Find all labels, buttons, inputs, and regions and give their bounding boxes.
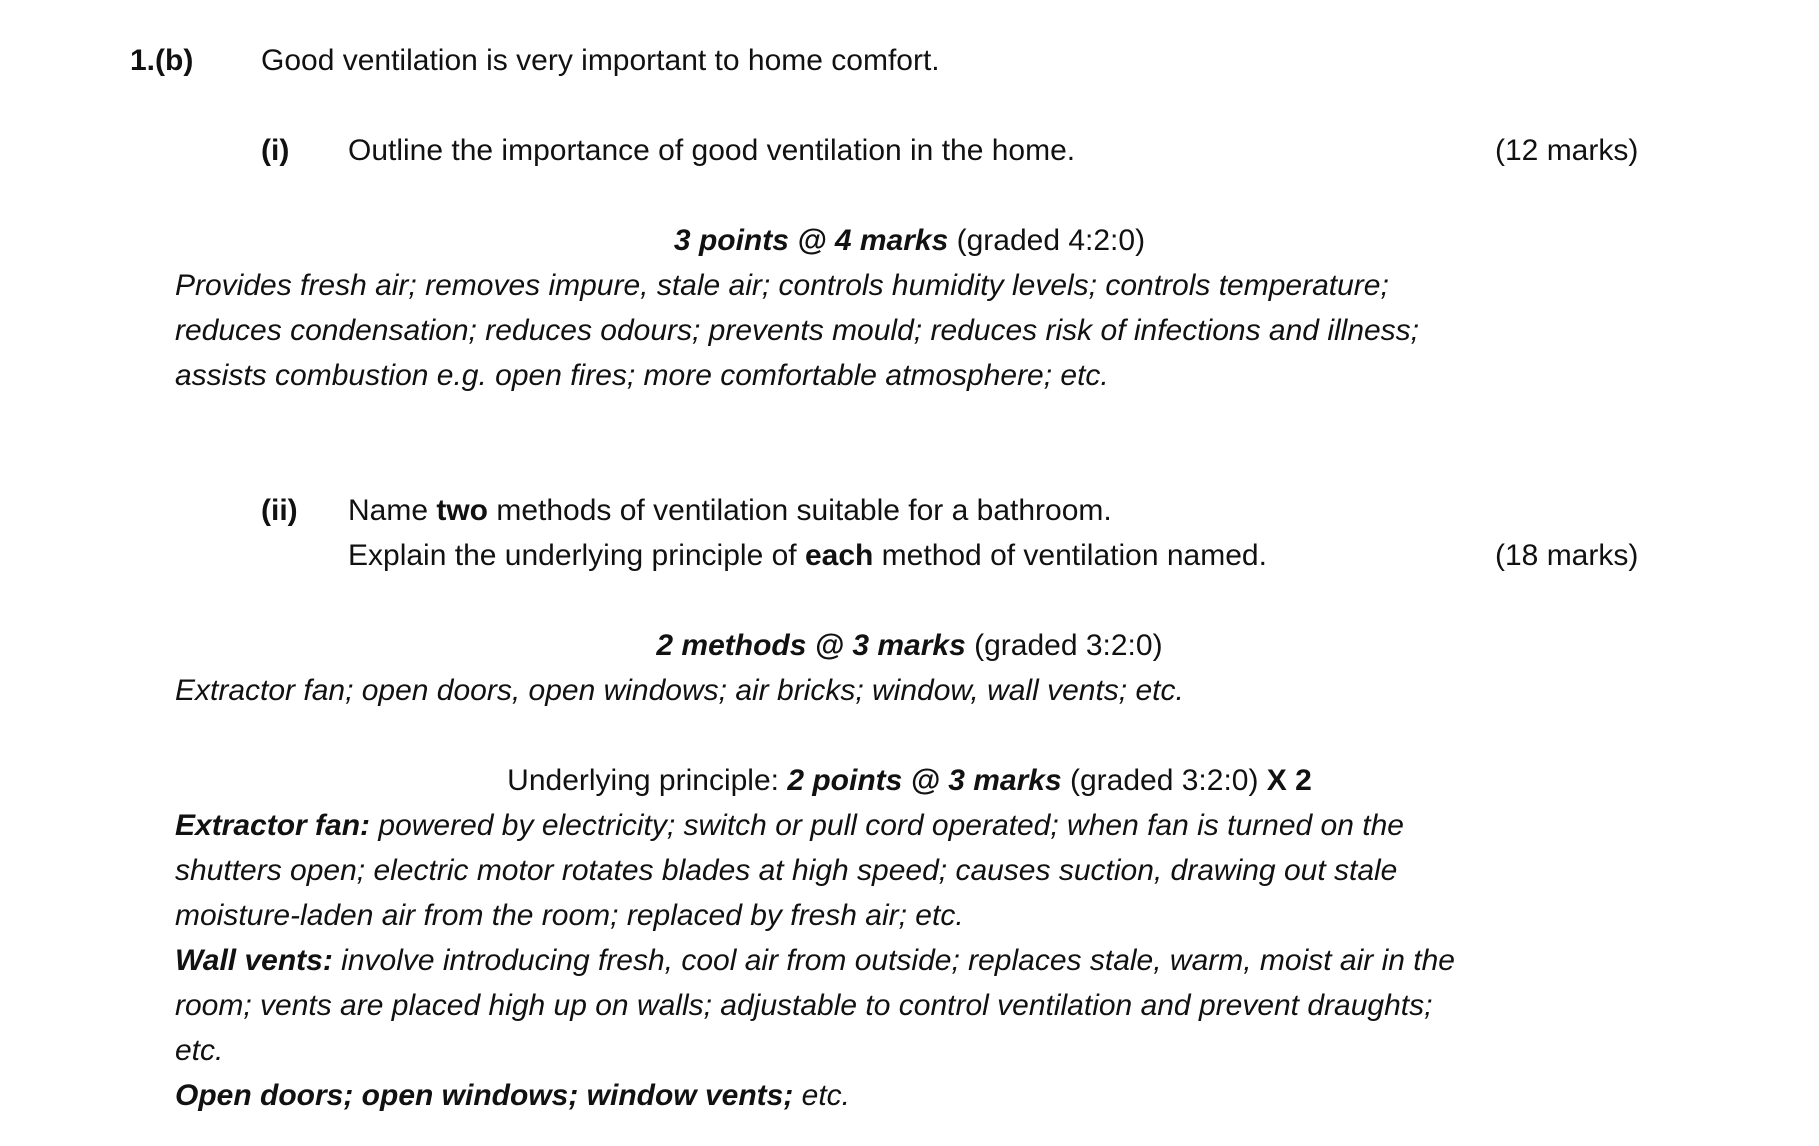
part-ii-question-line-1 — [348, 488, 1112, 533]
question-number: 1.(b) — [130, 44, 194, 77]
part-ii-question-line-2 — [348, 533, 1267, 578]
wall-vents-line-3: etc. — [175, 1034, 224, 1067]
wall-vents-label: Wall vents: — [175, 944, 333, 977]
open-doors-line — [175, 1073, 850, 1118]
part-i-marks: (12 marks) — [1495, 134, 1639, 167]
part-ii-line1-a: Name — [348, 494, 437, 527]
part-i-scheme — [0, 218, 1819, 263]
part-i-answer-line-1: Provides fresh air; removes impure, stale air; controls humidity levels; controls temperature; — [175, 269, 1389, 302]
extractor-fan-label: Extractor fan: — [175, 809, 371, 842]
part-ii-scheme-principle-prefix: Underlying principle: — [507, 764, 788, 797]
part-i-answer-line-2: reduces condensation; reduces odours; prevents mould; reduces risk of infections and illness; — [175, 314, 1420, 347]
part-i-label: (i) — [261, 134, 290, 167]
question-stem: Good ventilation is very important to home comfort. — [261, 44, 940, 77]
part-i-answer-line-3: assists combustion e.g. open fires; more comfortable atmosphere; etc. — [175, 359, 1109, 392]
wall-vents-line-1 — [175, 938, 1455, 983]
part-i-scheme-bold: 3 points @ 4 marks — [673, 224, 949, 257]
part-ii-marks: (18 marks) — [1495, 539, 1639, 572]
part-i-question: Outline the importance of good ventilation in the home. — [348, 134, 1076, 167]
part-ii-line1-c: methods of ventilation suitable for a bathroom. — [488, 494, 1112, 527]
part-ii-line2-a: Explain the underlying principle of — [348, 539, 805, 572]
part-ii-scheme-methods-bold: 2 methods @ 3 marks — [656, 629, 966, 662]
open-doors-text: etc. — [793, 1079, 851, 1112]
part-ii-line2-emphasis: each — [804, 539, 874, 572]
part-ii-line1-emphasis: two — [436, 494, 489, 527]
part-ii-methods-answer: Extractor fan; open doors, open windows; air bricks; window, wall vents; etc. — [175, 674, 1184, 707]
extractor-fan-line-1 — [175, 803, 1404, 848]
part-ii-scheme-principle-bold: 2 points @ 3 marks — [787, 764, 1062, 797]
extractor-fan-line-2: shutters open; electric motor rotates blades at high speed; causes suction, drawing out stale — [175, 854, 1398, 887]
extractor-fan-line-3: moisture-laden air from the room; replaced by fresh air; etc. — [175, 899, 964, 932]
part-ii-scheme-methods — [0, 623, 1819, 668]
wall-vents-text-1: involve introducing fresh, cool air from outside; replaces stale, warm, moist air in the — [332, 944, 1455, 977]
extractor-fan-text-1: powered by electricity; switch or pull cord operated; when fan is turned on the — [370, 809, 1404, 842]
part-ii-scheme-principle — [0, 758, 1819, 803]
part-ii-line2-c: method of ventilation named. — [873, 539, 1267, 572]
part-ii-scheme-principle-multiplier: X 2 — [1266, 764, 1312, 797]
part-ii-scheme-methods-rest: (graded 3:2:0) — [965, 629, 1163, 662]
open-doors-label: Open doors; open windows; window vents; — [175, 1079, 794, 1112]
part-i-scheme-rest: (graded 4:2:0) — [948, 224, 1146, 257]
part-ii-label: (ii) — [261, 494, 298, 527]
part-ii-scheme-principle-mid: (graded 3:2:0) — [1061, 764, 1267, 797]
wall-vents-line-2: room; vents are placed high up on walls; adjustable to control ventilation and prevent draughts; — [175, 989, 1433, 1022]
